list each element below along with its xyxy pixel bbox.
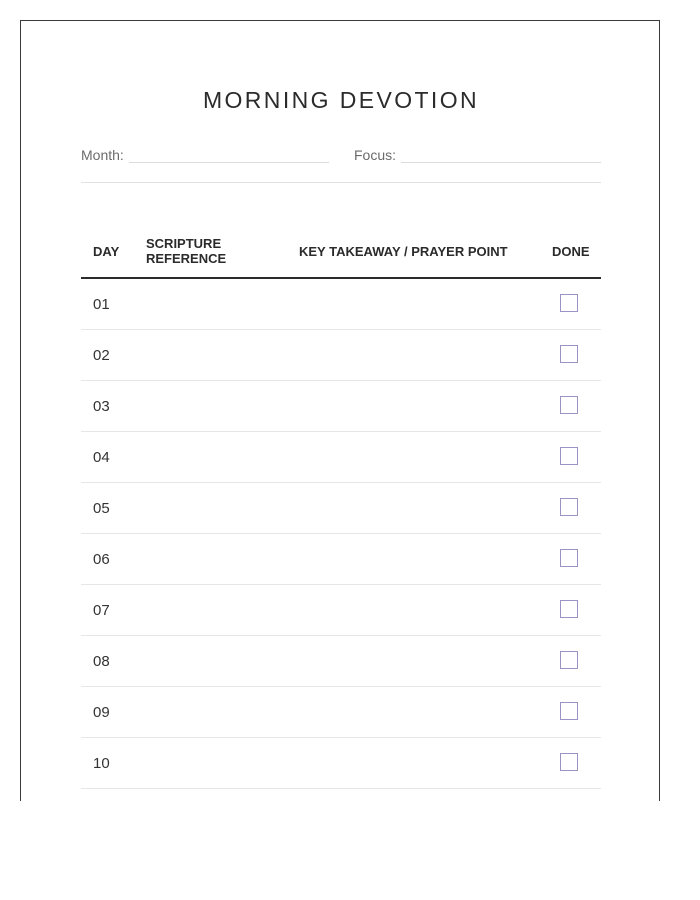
day-number: 07: [93, 602, 110, 619]
day-number: 05: [93, 500, 110, 517]
header-scripture-line1: SCRIPTURE: [146, 236, 222, 251]
done-checkbox[interactable]: [560, 498, 578, 516]
devotion-sheet: [20, 20, 660, 801]
devotion-table: [81, 229, 601, 789]
header-divider: [81, 182, 601, 183]
done-checkbox[interactable]: [560, 702, 578, 720]
month-field: [81, 143, 329, 163]
done-checkbox[interactable]: [560, 345, 578, 363]
table-row: [81, 636, 601, 687]
done-checkbox[interactable]: [560, 600, 578, 618]
done-checkbox[interactable]: [560, 549, 578, 567]
table-row: [81, 483, 601, 534]
day-number: 03: [93, 398, 110, 415]
table-header: [81, 229, 601, 279]
table-row: [81, 381, 601, 432]
day-number: 02: [93, 347, 110, 364]
table-row: [81, 687, 601, 738]
table-row: [81, 330, 601, 381]
done-checkbox[interactable]: [560, 447, 578, 465]
table-row: [81, 432, 601, 483]
day-number: 06: [93, 551, 110, 568]
day-number: 01: [93, 296, 110, 313]
focus-field: [354, 143, 601, 163]
day-number: 09: [93, 704, 110, 721]
month-label: Month:: [81, 147, 124, 163]
header-done: DONE: [552, 244, 590, 259]
table-row: [81, 279, 601, 330]
done-checkbox[interactable]: [560, 651, 578, 669]
focus-label: Focus:: [354, 147, 397, 163]
table-row: [81, 534, 601, 585]
header-scripture-reference: [146, 236, 256, 266]
day-number: 08: [93, 653, 110, 670]
focus-input-line[interactable]: [401, 150, 601, 163]
table-row: [81, 585, 601, 636]
header-scripture-line2: REFERENCE: [146, 251, 227, 266]
day-number: 10: [93, 755, 110, 772]
page-title: MORNING DEVOTION: [202, 87, 480, 113]
done-checkbox[interactable]: [560, 753, 578, 771]
month-input-line[interactable]: [129, 150, 329, 163]
header-key-takeaway: KEY TAKEAWAY / PRAYER POINT: [299, 244, 508, 259]
header-day: DAY: [93, 244, 120, 259]
table-row: [81, 738, 601, 789]
done-checkbox[interactable]: [560, 294, 578, 312]
table-body: [81, 279, 601, 789]
done-checkbox[interactable]: [560, 396, 578, 414]
day-number: 04: [93, 449, 110, 466]
